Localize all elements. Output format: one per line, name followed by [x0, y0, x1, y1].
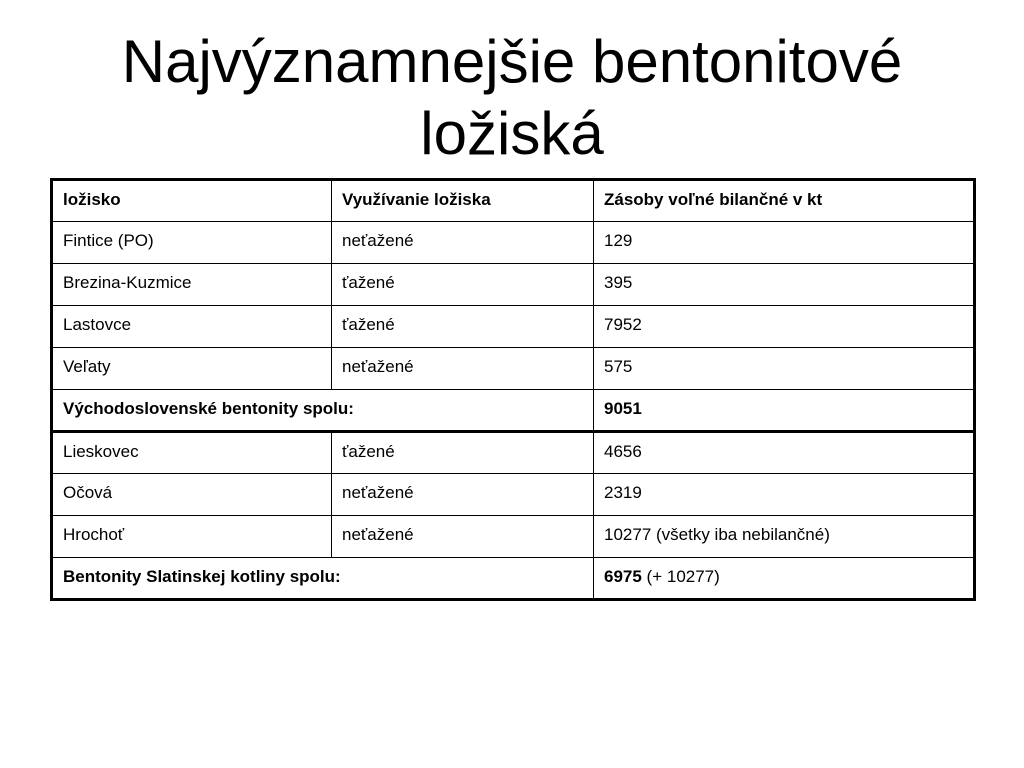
subtotal-label: Východoslovenské bentonity spolu:: [52, 390, 594, 432]
total-value: 6975: [604, 567, 642, 586]
table-header-row: [52, 180, 975, 222]
cell-usage: neťažené: [332, 516, 594, 558]
slide-title-line-2: ložiská: [420, 100, 604, 167]
slide-title-line-1: Najvýznamnejšie bentonitové: [121, 28, 903, 95]
subtotal-row-east-slovak: [52, 390, 975, 432]
cell-reserves: 129: [594, 222, 975, 264]
cell-reserves: 395: [594, 264, 975, 306]
total-row-slatina-basin: [52, 558, 975, 600]
cell-usage: ťažené: [332, 432, 594, 474]
total-value-extra: (+ 10277): [641, 567, 720, 586]
table-row: [52, 348, 975, 390]
cell-deposit: Veľaty: [52, 348, 332, 390]
cell-reserves: 575: [594, 348, 975, 390]
cell-usage: ťažené: [332, 264, 594, 306]
cell-reserves: 4656: [594, 432, 975, 474]
cell-deposit: Hrochoť: [52, 516, 332, 558]
cell-reserves: 10277 (všetky iba nebilančné): [594, 516, 975, 558]
cell-deposit: Lastovce: [52, 306, 332, 348]
table-row: [52, 306, 975, 348]
cell-deposit: Fintice (PO): [52, 222, 332, 264]
cell-deposit: Lieskovec: [52, 432, 332, 474]
header-reserves: Zásoby voľné bilančné v kt: [594, 180, 975, 222]
header-usage: Využívanie ložiska: [332, 180, 594, 222]
cell-usage: neťažené: [332, 348, 594, 390]
table-row: [52, 516, 975, 558]
cell-usage: neťažené: [332, 222, 594, 264]
deposits-table: [50, 178, 976, 601]
slide-title: [0, 26, 1024, 170]
table-row: [52, 264, 975, 306]
total-label: Bentonity Slatinskej kotliny spolu:: [52, 558, 594, 600]
cell-usage: neťažené: [332, 474, 594, 516]
table-row: [52, 432, 975, 474]
table-row: [52, 474, 975, 516]
table-row: [52, 222, 975, 264]
cell-reserves: 7952: [594, 306, 975, 348]
cell-deposit: Brezina-Kuzmice: [52, 264, 332, 306]
cell-deposit: Očová: [52, 474, 332, 516]
total-value-cell: [594, 558, 975, 600]
cell-usage: ťažené: [332, 306, 594, 348]
header-deposit: ložisko: [52, 180, 332, 222]
subtotal-value: 9051: [594, 390, 975, 432]
cell-reserves: 2319: [594, 474, 975, 516]
